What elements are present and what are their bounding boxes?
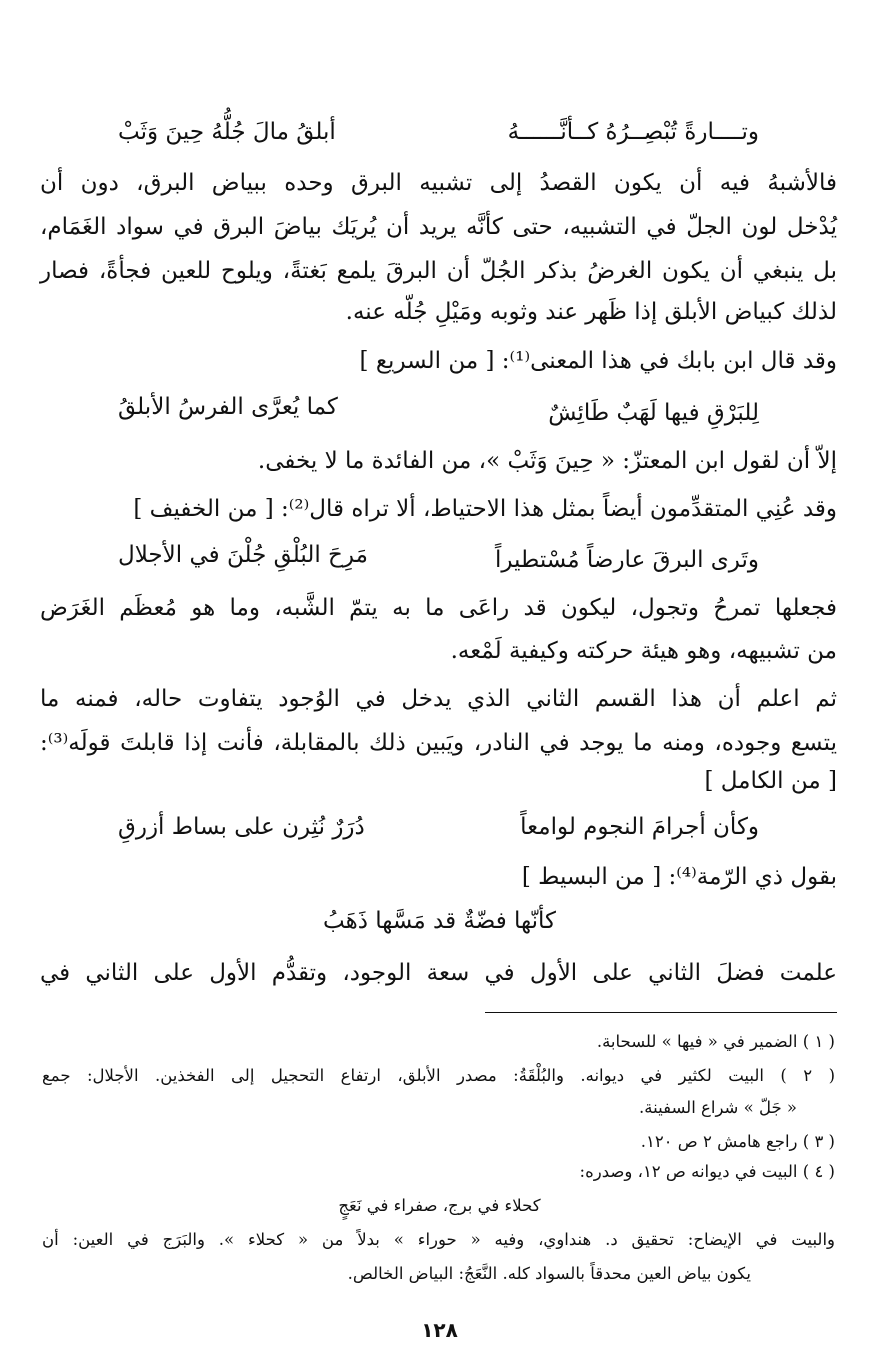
- verse-2-second-hemistich: كما يُعرَّى الفرسُ الأبلقُ: [118, 394, 338, 420]
- paragraph-4-line-2: يتسع وجوده، ومنه ما يوجد في النادر، ويَبين ذلك بالمقابلة، فأنت إذا قابلتَ قولَه⁽³⁾:: [40, 730, 837, 756]
- paragraph-1-line-4: لذلك كبياض الأبلق إذا ظَهر عند وثوبه ومَيْلِ جُلّه عنه.: [345, 299, 837, 325]
- verse-5-hemistich: كأنّها فضّةٌ قد مَسَّها ذَهَبُ: [323, 908, 556, 934]
- footnote-3: ( ٣ ) راجع هامش ٢ ص ١٢٠.: [640, 1132, 835, 1151]
- paragraph-4-line-1: ثم اعلم أن هذا القسم الثاني الذي يدخل في الوُجود يتفاوت حاله، فمنه ما: [40, 686, 837, 712]
- verse-1-second-hemistich: أبلقُ مالَ جُلُّهُ حِينَ وَثَبْ: [118, 119, 336, 145]
- paragraph-3-line-2: من تشبيهه، وهو هيئة حركته وكيفية لَمْعه.: [450, 638, 837, 664]
- verse-4-second-hemistich: دُرَرٌ نُثِرن على بساط أزرقِ: [118, 814, 365, 840]
- verse-5-introduction: بقول ذي الرّمة⁽⁴⁾: [ من البسيط ]: [521, 864, 837, 890]
- verse-3-second-hemistich: مَرِحَ البُلْقِ جُلْنَ في الأجلال: [118, 542, 368, 568]
- footnote-separator: [485, 1012, 837, 1013]
- footnote-1: ( ١ ) الضمير في « فيها » للسحابة.: [596, 1032, 835, 1051]
- paragraph-1-line-3: بل ينبغي أن يكون الغرضُ بذكر الجُلّ أن البرقَ يلمع بَغتةً، ويلوح للعين فجأةً، فصار: [40, 258, 837, 284]
- paragraph-2: إلاّ أن لقول ابن المعتزّ: « حِينَ وَثَبْ »، من الفائدة ما لا يخفى.: [257, 448, 837, 474]
- verse-2-first-hemistich: لِلبَرْقِ فيها لَهَبٌ طَائِشٌ: [548, 400, 759, 426]
- footnote-4-line-3: يكون بياض العين محدقاً بالسواد كله. النَّعَجُ: البياض الخالص.: [347, 1264, 751, 1283]
- verse-4-first-hemistich: وكأن أجرامَ النجوم لوامعاً: [520, 814, 759, 840]
- footnote-2-line-2: « جَلّ » شراع السفينة.: [639, 1098, 797, 1117]
- paragraph-1-line-2: يُدْخل لون الجلّ في التشبيه، حتى كأنَّه يريد أن يُريَك بياضَ البرق في سواد الغَمَام،: [40, 214, 838, 240]
- footnote-4-verse: كحلاء في برج، صفراء في نَعَجٍ: [338, 1196, 541, 1215]
- footnote-4-line-2: والبيت في الإيضاح: تحقيق د. هنداوي، وفيه « حوراء » بدلاً من « كحلاء ». والبَرَج في العين: أن: [42, 1230, 835, 1249]
- verse-2-introduction: وقد قال ابن بابك في هذا المعنى⁽¹⁾: [ من السريع ]: [359, 348, 837, 374]
- verse-1-first-hemistich: وتــــارةً تُبْصِــرُهُ كــأنَّــــــهُ: [507, 119, 759, 145]
- paragraph-3-line-1: فجعلها تمرحُ وتجول، ليكون قد راعَى ما به يتمّ الشَّبه، وما هو مُعظَم الغَرَض: [40, 595, 837, 621]
- footnote-2-line-1: ( ٢ ) البيت لكثير في ديوانه. والبُلْقَةُ: مصدر الأبلق، ارتفاع التحجيل إلى الفخذين. الأجلال: جمع: [42, 1066, 836, 1085]
- meter-label-kamil: [ من الكامل ]: [704, 768, 837, 794]
- page-number: ١٢٨: [421, 1318, 458, 1342]
- verse-3-introduction: وقد عُنِي المتقدِّمون أيضاً بمثل هذا الاحتياط، ألا تراه قال⁽²⁾: [ من الخفيف ]: [133, 496, 837, 522]
- paragraph-1-line-1: فالأشبهُ فيه أن يكون القصدُ إلى تشبيه البرق وحده ببياض البرق، دون أن: [40, 170, 837, 196]
- paragraph-5: علمت فضلَ الثاني على الأول في سعة الوجود، وتقدُّم الأول على الثاني في: [40, 960, 837, 986]
- footnote-4-line-1: ( ٤ ) البيت في ديوانه ص ١٢، وصدره:: [579, 1162, 835, 1181]
- verse-3-first-hemistich: وتَرى البرقَ عارضاً مُسْتطيراً: [494, 547, 759, 573]
